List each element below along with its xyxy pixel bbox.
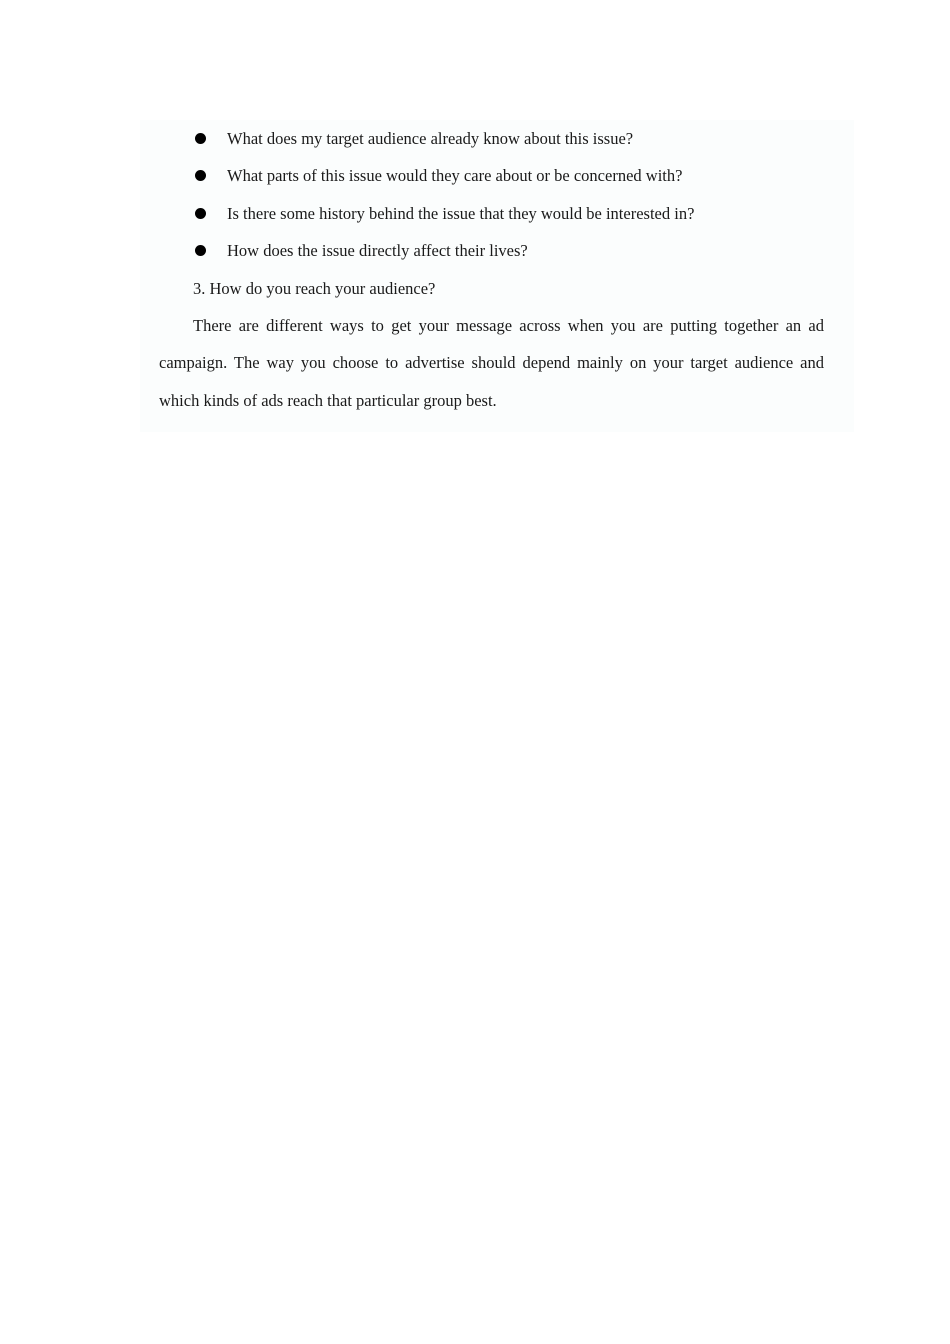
bullet-icon [195,170,206,181]
bullet-icon [195,208,206,219]
bullet-icon [195,245,206,256]
bullet-icon [195,133,206,144]
list-item [159,195,824,232]
list-item-text: What does my target audience already know about this issue? [227,129,634,148]
section-question: 3. How do you reach your audience? [193,278,436,298]
list-item [159,157,824,194]
document-content [159,120,824,419]
list-item-text: Is there some history behind the issue that they would be interested in? [227,203,695,223]
list-item [159,232,824,269]
body-paragraph: There are different ways to get your message across when you are putting together an ad campaign. The way you choose to advertise should depend mainly on your target audience and which kinds of ads reach that particular group best. [159,315,824,410]
list-item-text: How does the issue directly affect their lives? [227,241,528,261]
list-item-text: What parts of this issue would they care about or be concerned with? [227,166,683,186]
list-item [159,120,824,157]
bullet-list [159,120,824,270]
